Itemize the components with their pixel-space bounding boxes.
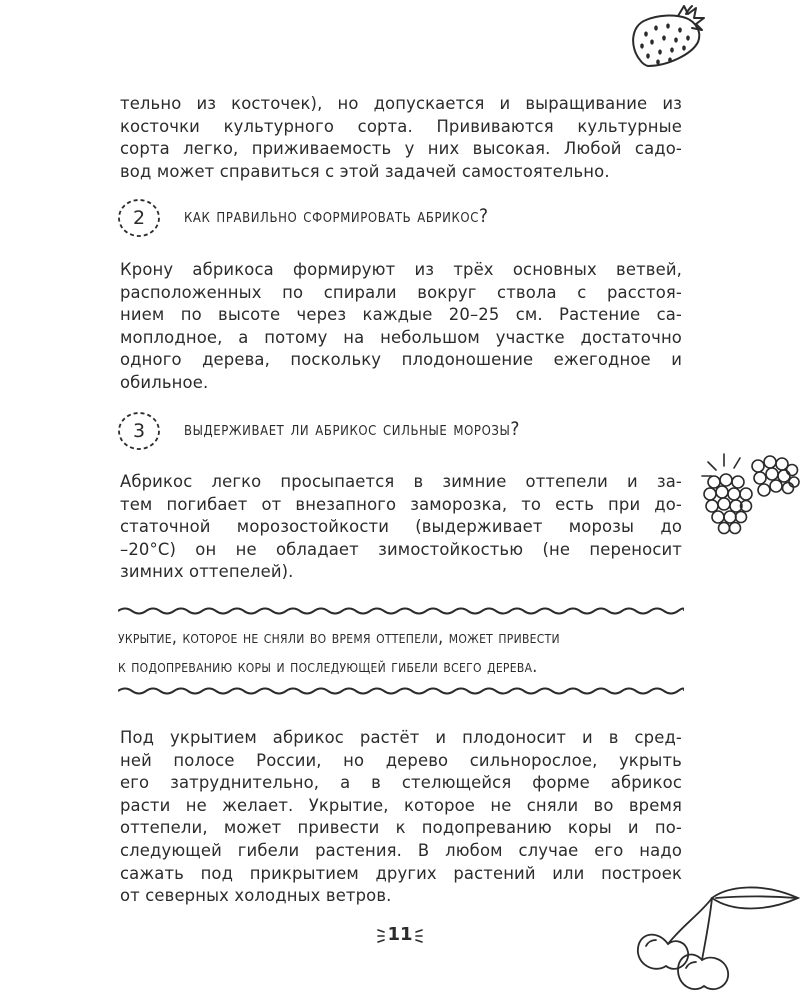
wavy-divider-top xyxy=(118,606,684,616)
question-title: выдерживает ли абрикос сильные морозы? xyxy=(184,418,521,440)
callout-text xyxy=(118,624,684,682)
page-number-decoration-right-icon xyxy=(414,928,424,944)
text-line: от северных холодных ветров. xyxy=(120,886,392,906)
closing-paragraph xyxy=(120,727,682,908)
text-line: Абрикос легко просыпается в зимние оттепели и за- xyxy=(120,472,682,491)
cherry-icon xyxy=(632,868,800,1000)
callout-line: к подопреванию коры и последующей гибели всего дерева. xyxy=(118,657,538,677)
text-line: сорта легко, приживаемость у них высокая. Любой садо- xyxy=(120,139,682,159)
text-line: вод может справиться с этой задачей самостоятельно. xyxy=(120,161,610,181)
text-line: ней полосе России, но дерево сильнорослое, укрыть xyxy=(120,750,682,770)
text-line: одного дерева, поскольку плодоношение ежегодное и xyxy=(120,350,682,370)
text-line: расти не желает. Укрытие, которое не сняли во время xyxy=(120,795,682,815)
text-line: оттепели, может привести к подопреванию коры и по- xyxy=(120,818,682,838)
text-line: тем погибает от внезапного заморозка, то есть при до- xyxy=(120,494,682,514)
section-2-paragraph xyxy=(120,259,682,395)
text-line: зимних оттепелей). xyxy=(120,562,294,582)
question-number: 2 xyxy=(132,207,146,229)
callout-box xyxy=(118,604,684,698)
page-number-decoration-left-icon xyxy=(376,928,386,944)
page-number-text: 11 xyxy=(387,924,413,945)
text-line: обильное. xyxy=(120,372,209,392)
page-number xyxy=(370,924,430,948)
text-line: сажать под прикрытием других растений или построек xyxy=(120,863,682,883)
text-line: нием по высоте через каждые 20–25 см. Растение са- xyxy=(120,305,682,325)
text-line: Под укрытием абрикос растёт и плодоносит и в сред- xyxy=(120,728,682,747)
text-line: статочной морозостойкости (выдерживает морозы до xyxy=(120,517,682,537)
text-line: тельно из косточек), но допускается и выращивание из xyxy=(120,94,682,113)
intro-paragraph xyxy=(120,93,682,183)
strawberry-icon xyxy=(622,0,712,72)
wavy-divider-bottom xyxy=(118,686,684,696)
text-line: следующей гибели растения. В любом случае его надо xyxy=(120,840,682,860)
question-title: как правильно сформировать абрикос? xyxy=(184,205,489,227)
text-line: Крону абрикоса формируют из трёх основных ветвей, xyxy=(120,260,682,279)
question-number-badge xyxy=(116,410,162,452)
text-line: косточки культурного сорта. Прививаются культурные xyxy=(120,116,682,136)
text-line: расположенных по спирали вокруг ствола с расстоя- xyxy=(120,282,682,302)
section-3-paragraph xyxy=(120,471,682,584)
text-line: –20°С) он не обладает зимостойкостью (не переносит xyxy=(120,539,682,559)
question-number: 3 xyxy=(132,420,146,442)
text-line: моплодное, а потому на небольшом участке достаточно xyxy=(120,327,682,347)
raspberry-icon xyxy=(694,448,800,544)
callout-line: укрытие, которое не сняли во время оттепели, может привести xyxy=(118,628,560,648)
text-line: его затруднительно, а в стелющейся форме абрикос xyxy=(120,773,682,793)
question-number-badge xyxy=(116,197,162,239)
